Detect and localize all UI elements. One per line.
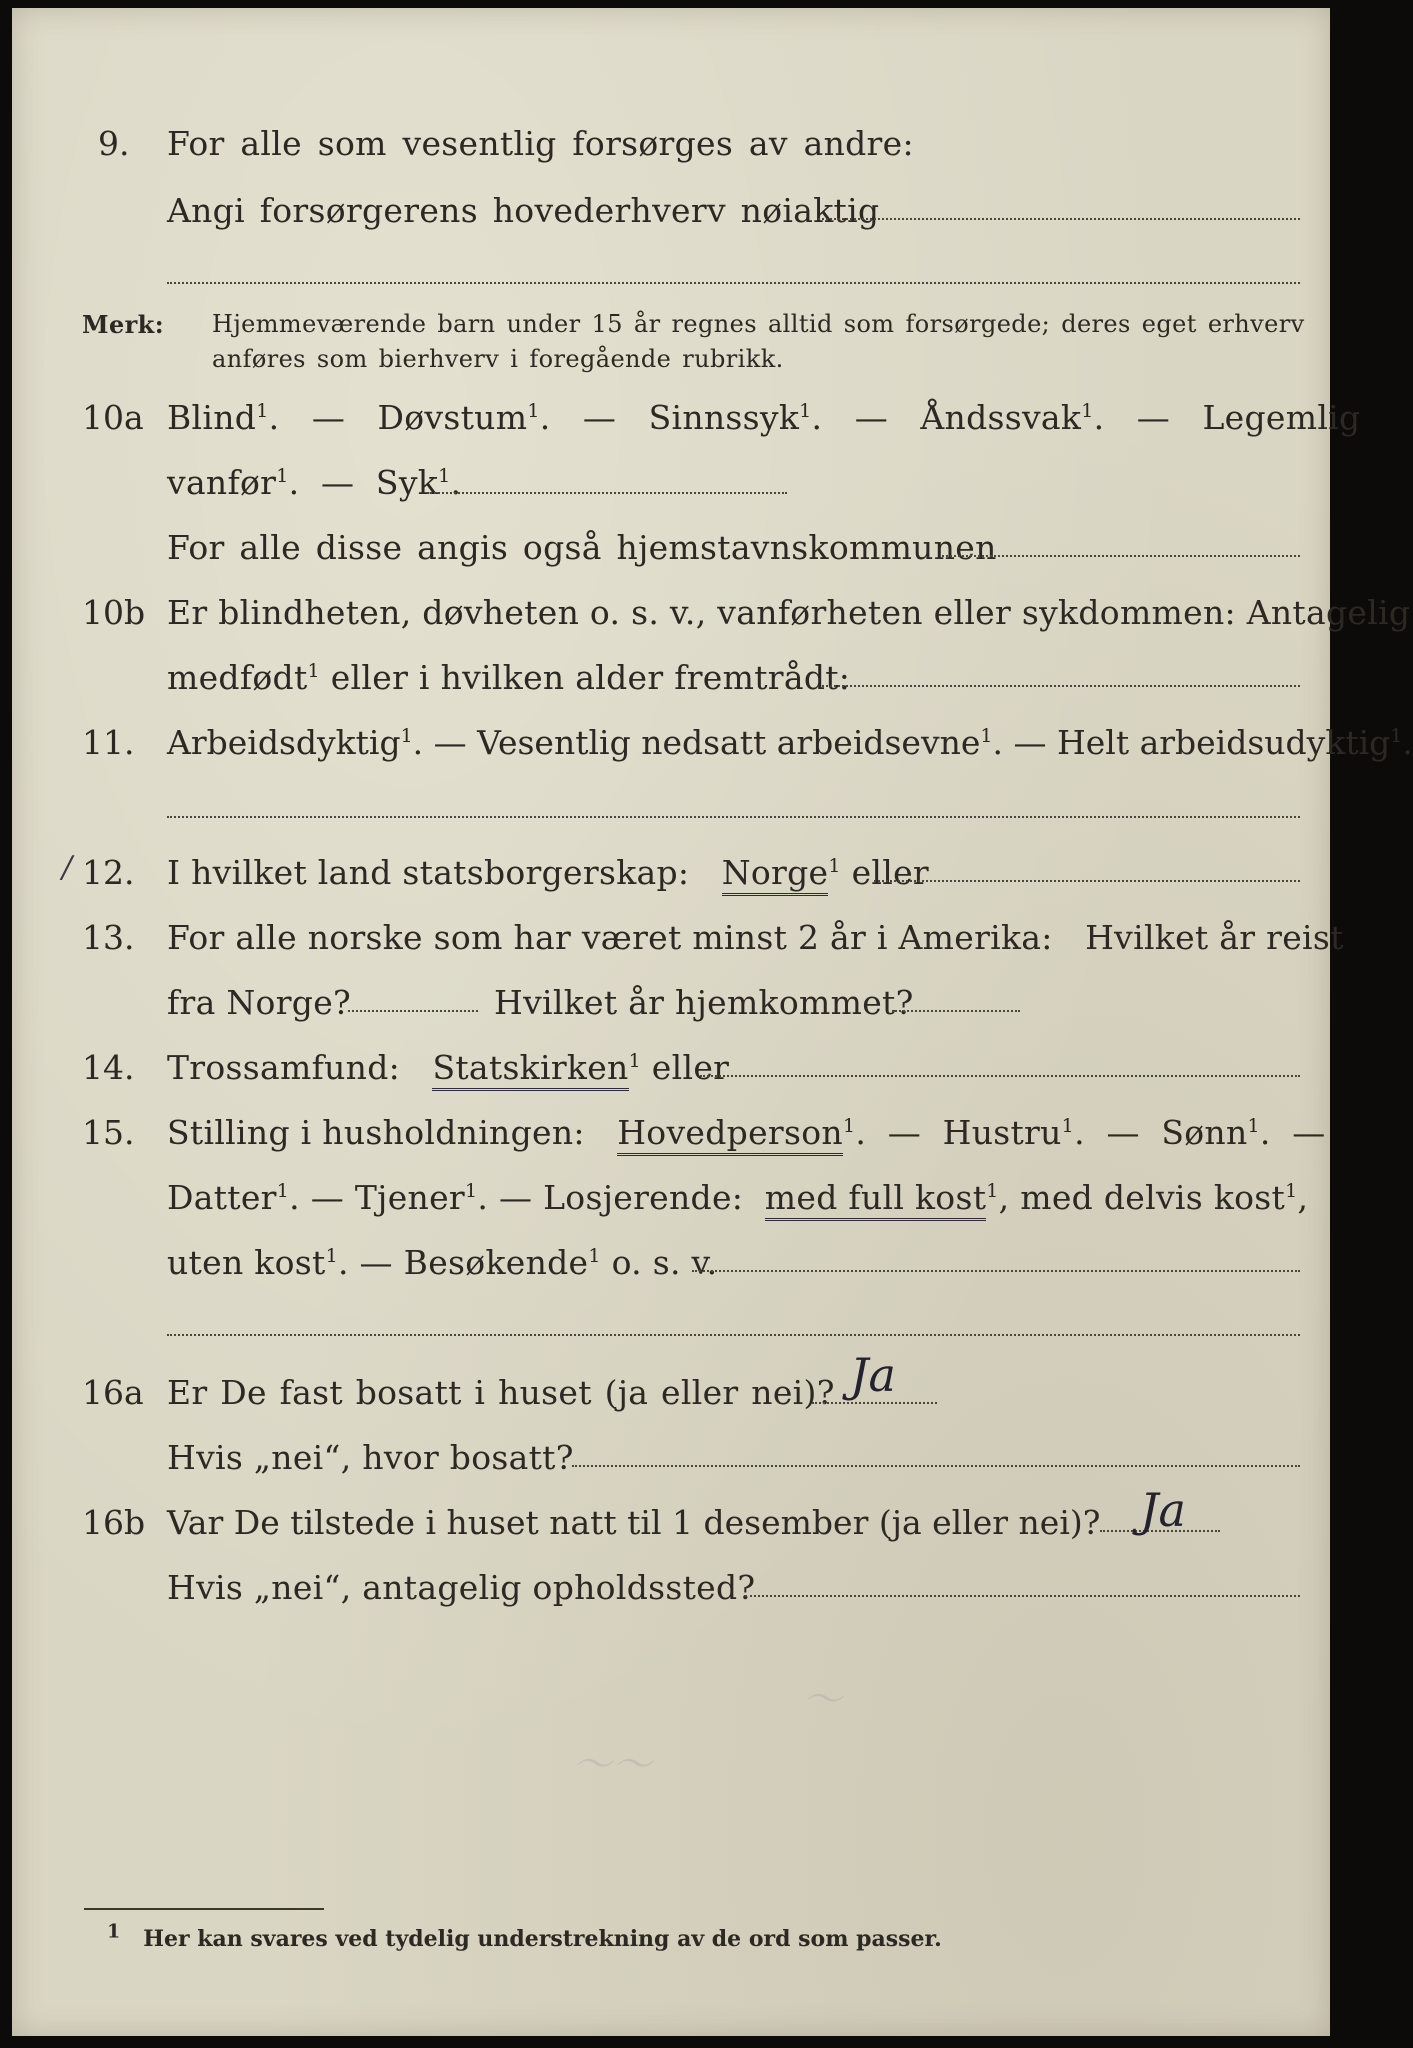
sup-mark: 1 (325, 1245, 338, 1267)
option-sinnssyk: Sinnssyk (648, 398, 800, 437)
question-16b-subtext: Hvis „nei“, antagelig opholdssted? (167, 1568, 756, 1607)
sup-mark: 1 (1285, 1180, 1298, 1202)
sup-mark: 1 (628, 1050, 641, 1072)
question-9-subtext: Angi forsørgerens hovederhverv nøiaktig (167, 191, 880, 230)
sup-mark: 1 (276, 465, 289, 487)
question-9-text: For alle som vesentlig forsørges av andre: (167, 124, 914, 163)
dash: — (887, 1113, 922, 1152)
bleed-through-ink: 〜〜 (572, 1742, 652, 1788)
question-16b-text: Var De tilstede i huset natt til 1 desember (ja eller nei)? (167, 1503, 1101, 1542)
dash: — (582, 398, 617, 437)
option-dovstum: Døvstum (377, 398, 528, 437)
merk-text-line-2: anføres som bierhverv i foregående rubrikk. (212, 345, 784, 373)
sup-mark: 1 (1390, 725, 1403, 747)
option-med-delvis-kost: med delvis kost (1020, 1178, 1286, 1217)
merk-label: Merk: (82, 310, 164, 339)
option-tjener: Tjener (354, 1178, 465, 1217)
question-13-line-1 (167, 918, 1344, 957)
dash: — (359, 1243, 393, 1282)
option-blind: Blind (167, 398, 257, 437)
option-norge: Norge (722, 853, 829, 896)
question-16a-number: 16a (82, 1373, 144, 1412)
dash: — (498, 1178, 533, 1217)
question-13-number: 13. (82, 918, 135, 957)
option-legemlig: Legemlig (1202, 398, 1361, 437)
opholdssted-answer-line (745, 1595, 1300, 1597)
question-13-reist: Hvilket år reist (1085, 918, 1344, 957)
footnote (107, 1920, 942, 1952)
option-syk: Syk (375, 463, 439, 502)
question-15-answer-line (692, 1270, 1300, 1272)
option-losjerende: Losjerende: (543, 1178, 744, 1217)
footnote-rule (84, 1908, 324, 1910)
question-15-line-1: Stilling i husholdningen: Hovedperson$^1$. — Hustru$^1$. — Sønn$^1$. — (167, 1113, 1326, 1152)
dash: — (311, 398, 346, 437)
question-14-answer-line (700, 1075, 1300, 1077)
option-eller: eller (851, 853, 930, 892)
question-10b-alder: eller i hvilken alder fremtrådt: (319, 658, 851, 697)
question-16a-answer-line (812, 1402, 937, 1404)
option-eller: eller (651, 1048, 730, 1087)
sup-mark: 1 (276, 1180, 290, 1202)
question-13-hjemkommet: Hvilket år hjemkommet? (494, 983, 914, 1022)
sup-mark: 1 (256, 400, 269, 422)
option-statskirken: Statskirken (432, 1048, 628, 1091)
question-12-line (167, 853, 929, 892)
question-14-number: 14. (82, 1048, 135, 1087)
question-13-text: For alle norske som har været minst 2 år i Amerika: (167, 918, 1053, 957)
question-16b-number: 16b (82, 1503, 146, 1542)
sup-mark: 1 (307, 660, 320, 682)
option-sonn: Sønn (1161, 1113, 1248, 1152)
option-andssvak: Åndssvak (920, 398, 1082, 437)
question-15-line-3: uten kost$^1$. — Besøkende$^1$ o. s. v. (167, 1243, 718, 1282)
option-medfodt: medfødt (167, 658, 308, 697)
option-helt-arbeidsudyktig: Helt arbeidsudyktig (1056, 723, 1391, 762)
sup-mark: 1 (980, 725, 993, 747)
question-11-answer-line (167, 816, 1300, 818)
question-14-label: Trossamfund: (167, 1048, 401, 1087)
question-15-number: 15. (82, 1113, 135, 1152)
question-15-answer-line-2 (167, 1334, 1300, 1336)
option-uten-kost: uten kost (167, 1243, 326, 1282)
footnote-text: Her kan svares ved tydelig understrekning av de ord som passer. (143, 1926, 942, 1952)
handwritten-answer-16b: Ja (1140, 1483, 1186, 1537)
question-12-answer-line (874, 880, 1300, 882)
question-13-fra-norge: fra Norge? (167, 983, 352, 1022)
question-10a-answer-line (427, 492, 787, 494)
sup-mark: 1 (465, 1180, 478, 1202)
period: . (1402, 723, 1413, 762)
sup-mark: 1 (527, 400, 540, 422)
question-11-number: 11. (82, 723, 135, 762)
sup-mark: 1 (588, 1245, 601, 1267)
question-11-line: Arbeidsdyktig$^1$. — Vesentlig nedsatt arbeidsevne$^1$. — Helt arbeidsudyktig$^1$. (167, 723, 1413, 762)
sup-mark: 1 (986, 1180, 999, 1202)
question-10a-line-2: vanfør$^1$. — Syk$^1$. (167, 463, 462, 502)
sup-mark: 1 (1061, 1115, 1075, 1137)
option-med-full-kost: med full kost (765, 1178, 986, 1221)
question-16a-subtext: Hvis „nei“, hvor bosatt? (167, 1438, 574, 1477)
question-9-number: 9. (98, 124, 130, 163)
reist-answer-line (348, 1010, 478, 1012)
question-10a-number: 10a (82, 398, 144, 437)
dash: — (854, 398, 889, 437)
question-10b-line-1: Er blindheten, døvheten o. s. v., vanførheten eller sykdommen: Antagelig (167, 593, 1411, 632)
question-9-answer-line-2 (167, 282, 1300, 284)
sup-mark: 1 (828, 855, 841, 877)
dash: — (1106, 1113, 1140, 1152)
dash: — (1292, 1113, 1326, 1152)
merk-text-line-1: Hjemmeværende barn under 15 år regnes alltid som forsørgede; deres eget erhverv (212, 310, 1305, 338)
sup-mark: 1 (438, 465, 451, 487)
handwritten-check-mark: / (62, 850, 73, 885)
handwritten-answer-16a: Ja (850, 1348, 896, 1402)
question-10b-line-2 (167, 658, 850, 697)
hjemkommet-answer-line (892, 1010, 1020, 1012)
sup-mark: 1 (1081, 400, 1094, 422)
question-16a-text: Er De fast bosatt i huset (ja eller nei)? (167, 1373, 835, 1412)
question-12-number: 12. (82, 853, 135, 892)
question-14-line (167, 1048, 729, 1087)
dash: — (433, 723, 467, 762)
dash: — (1013, 723, 1047, 762)
option-vanfor: vanfør (167, 463, 277, 502)
dash: — (321, 463, 355, 502)
question-15-label: Stilling i husholdningen: (167, 1113, 585, 1152)
option-vesentlig-nedsatt: Vesentlig nedsatt arbeidsevne (477, 723, 981, 762)
question-15-line-2: Datter$^1$. — Tjener$^1$. — Losjerende: med full kost$^1$, med delvis kost$^1$, (167, 1178, 1308, 1217)
dash: — (310, 1178, 345, 1217)
option-datter: Datter (167, 1178, 277, 1217)
question-10b-number: 10b (82, 593, 146, 632)
option-hustru: Hustru (942, 1113, 1062, 1152)
option-arbeidsdyktig: Arbeidsdyktig (167, 723, 401, 762)
footnote-mark: 1 (107, 1920, 121, 1943)
option-osv: o. s. v. (611, 1243, 718, 1282)
question-9-answer-line (818, 218, 1300, 220)
question-10b-answer-line (822, 685, 1300, 687)
hjemstavn-answer-line (942, 555, 1300, 557)
question-12-text: I hvilket land statsborgerskap: (167, 853, 690, 892)
question-10a-line-3: For alle disse angis også hjemstavnskommunen (167, 528, 997, 567)
bosatt-answer-line (572, 1465, 1300, 1467)
sup-mark: 1 (842, 1115, 856, 1137)
question-10a-line-1: Blind$^1$. — Døvstum$^1$. — Sinnssyk$^1$. — Åndssvak$^1$. — Legemlig (167, 398, 1361, 437)
sup-mark: 1 (1247, 1115, 1260, 1137)
sup-mark: 1 (799, 400, 812, 422)
option-hovedperson: Hovedperson (617, 1113, 843, 1156)
dash: — (1136, 398, 1171, 437)
option-besokende: Besøkende (403, 1243, 589, 1282)
sup-mark: 1 (400, 725, 413, 747)
census-form-page (12, 8, 1413, 2036)
bleed-through-ink: 〜 (802, 1677, 842, 1723)
